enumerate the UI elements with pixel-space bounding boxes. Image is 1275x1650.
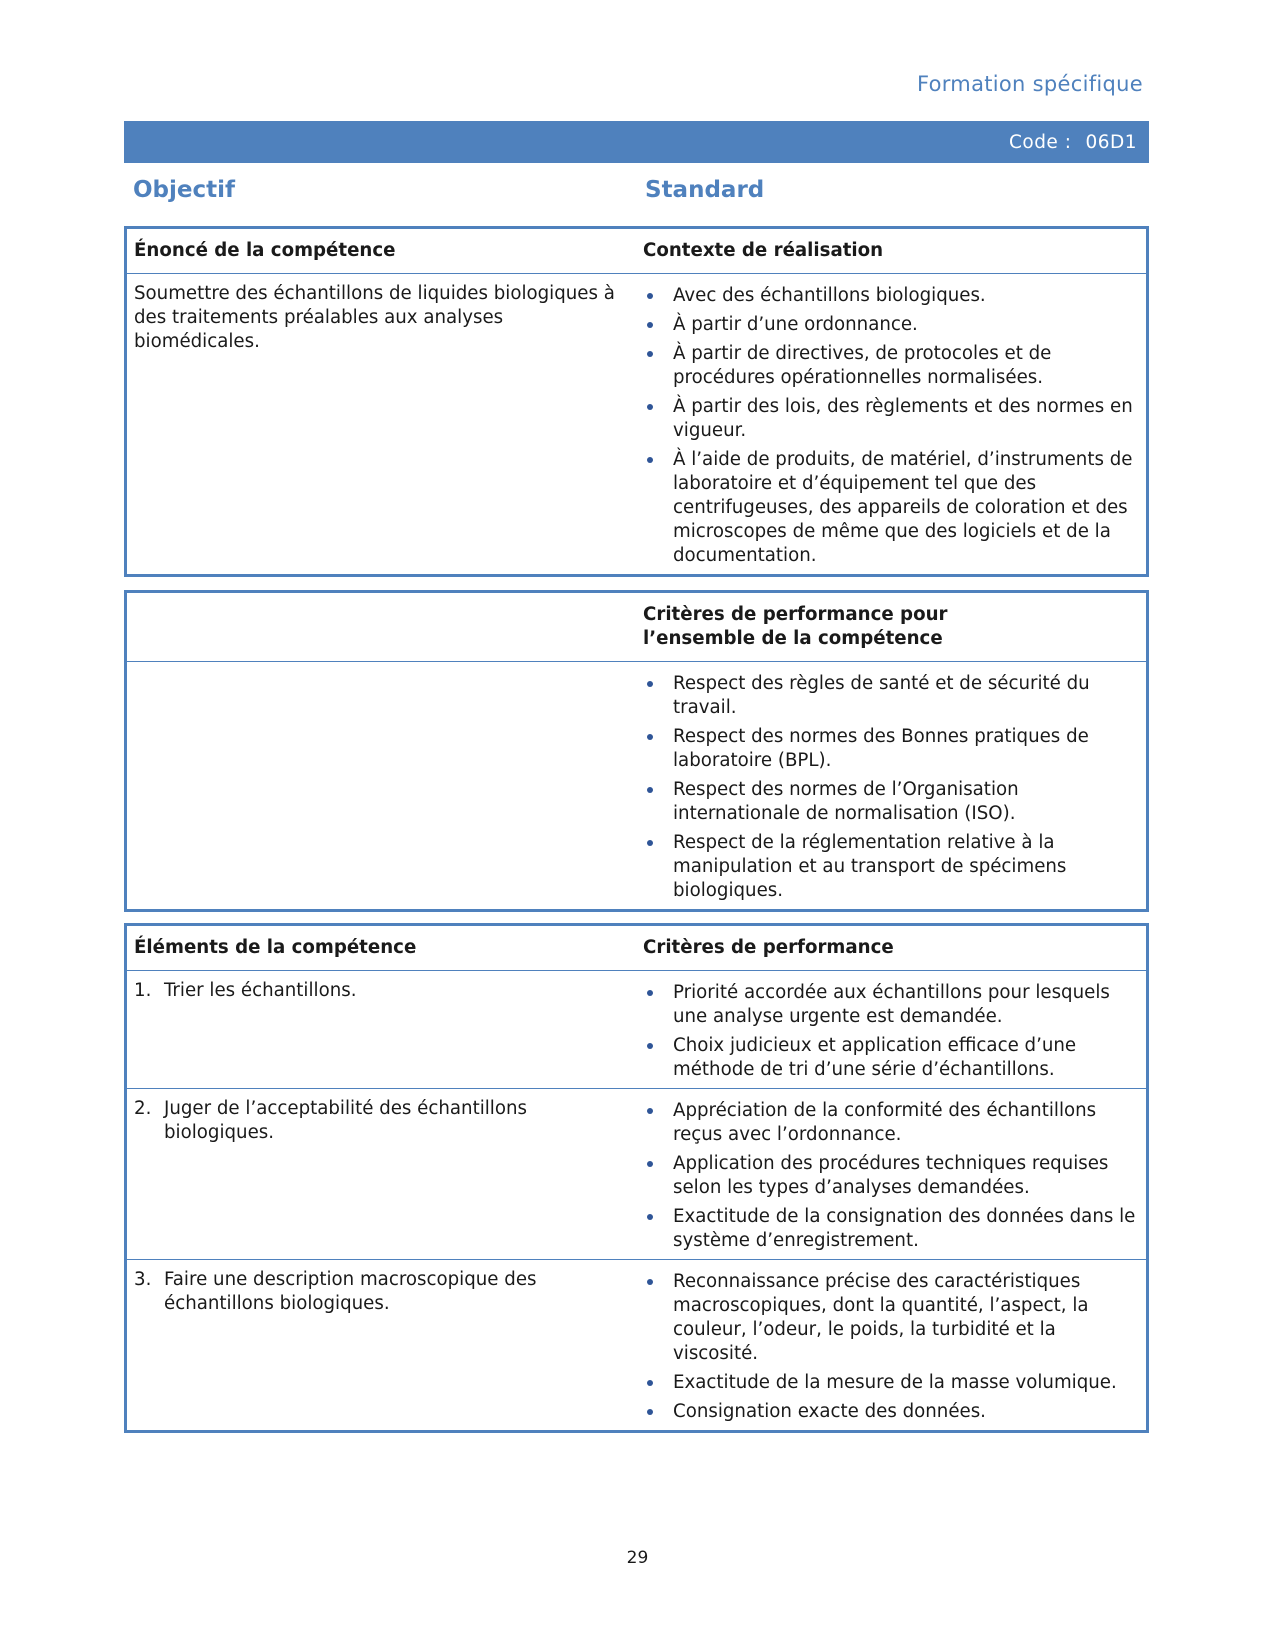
contexte-list xyxy=(643,284,1136,568)
code-label: Code : xyxy=(1008,131,1072,153)
table-row xyxy=(127,273,1146,574)
table-row xyxy=(127,661,1146,909)
element-text: Faire une description macroscopique des échantillons biologiques. xyxy=(164,1269,537,1314)
criteria-cell xyxy=(636,971,1146,1088)
criteria-cell xyxy=(636,1089,1146,1259)
list-item: Reconnaissance précise des caractéristiques macroscopiques, dont la quantité, l’aspect, la couleur, l’odeur, le poids, la turbidité et la viscosité. xyxy=(643,1270,1136,1366)
table-header-row xyxy=(127,593,1146,661)
section-heading-objectif: Objectif xyxy=(133,177,236,203)
list-item: Exactitude de la mesure de la masse volumique. xyxy=(643,1371,1136,1395)
header-contexte: Contexte de réalisation xyxy=(643,240,884,261)
table-row xyxy=(127,1259,1146,1430)
criteres-ensemble-list xyxy=(643,672,1136,903)
header-criteres-ensemble: Critères de performance pour l’ensemble de la compétence xyxy=(643,604,948,649)
list-item: Application des procédures techniques requises selon les types d’analyses demandées. xyxy=(643,1152,1136,1200)
header-enonce: Énoncé de la compétence xyxy=(134,240,396,261)
enonce-text: Soumettre des échantillons de liquides biologiques à des traitements préalables aux analyses biomédicales. xyxy=(134,283,615,352)
list-item: Respect de la réglementation relative à la manipulation et au transport de spécimens biologiques. xyxy=(643,831,1136,903)
list-item: Consignation exacte des données. xyxy=(643,1400,1136,1424)
criteres-ensemble-cell xyxy=(636,662,1146,909)
table-row xyxy=(127,970,1146,1088)
list-item: À l’aide de produits, de matériel, d’instruments de laboratoire et d’équipement tel que des centrifugeuses, des appareils de coloration et des microscopes de même que des logiciels et de la documentation. xyxy=(643,448,1136,568)
elements-criteria-table xyxy=(124,923,1149,1433)
list-item: Avec des échantillons biologiques. xyxy=(643,284,1136,308)
code-bar xyxy=(124,121,1149,163)
element-number: 2. xyxy=(134,1098,152,1119)
element-cell xyxy=(127,1089,636,1259)
table-header-row xyxy=(127,926,1146,970)
table-header-row xyxy=(127,229,1146,273)
list-item: À partir d’une ordonnance. xyxy=(643,313,1136,337)
element-text: Juger de l’acceptabilité des échantillons biologiques. xyxy=(164,1098,527,1143)
page-number: 29 xyxy=(626,1548,649,1568)
competence-statement-table xyxy=(124,226,1149,577)
header-elements: Éléments de la compétence xyxy=(134,937,417,958)
code-value: 06D1 xyxy=(1085,131,1137,153)
list-item: À partir des lois, des règlements et des normes en vigueur. xyxy=(643,395,1136,443)
document-header-title: Formation spécifique xyxy=(916,72,1143,96)
list-item: Respect des normes des Bonnes pratiques de laboratoire (BPL). xyxy=(643,725,1136,773)
header-criteres: Critères de performance xyxy=(643,937,894,958)
contexte-cell xyxy=(636,274,1146,574)
criteria-cell xyxy=(636,1260,1146,1430)
element-number: 3. xyxy=(134,1269,152,1290)
list-item: Exactitude de la consignation des données dans le système d’enregistrement. xyxy=(643,1205,1136,1253)
empty-header-cell xyxy=(127,593,636,661)
table-row xyxy=(127,1088,1146,1259)
element-cell xyxy=(127,1260,636,1430)
list-item: Appréciation de la conformité des échantillons reçus avec l’ordonnance. xyxy=(643,1099,1136,1147)
element-number: 1. xyxy=(134,980,152,1001)
section-heading-standard: Standard xyxy=(645,177,765,203)
element-cell xyxy=(127,971,636,1088)
element-text: Trier les échantillons. xyxy=(164,980,357,1001)
list-item: À partir de directives, de protocoles et de procédures opérationnelles normalisées. xyxy=(643,342,1136,390)
empty-cell xyxy=(127,662,636,909)
list-item: Priorité accordée aux échantillons pour lesquels une analyse urgente est demandée. xyxy=(643,981,1136,1029)
list-item: Choix judicieux et application efficace d’une méthode de tri d’une série d’échantillons. xyxy=(643,1034,1136,1082)
global-criteria-table xyxy=(124,590,1149,912)
list-item: Respect des normes de l’Organisation internationale de normalisation (ISO). xyxy=(643,778,1136,826)
list-item: Respect des règles de santé et de sécurité du travail. xyxy=(643,672,1136,720)
